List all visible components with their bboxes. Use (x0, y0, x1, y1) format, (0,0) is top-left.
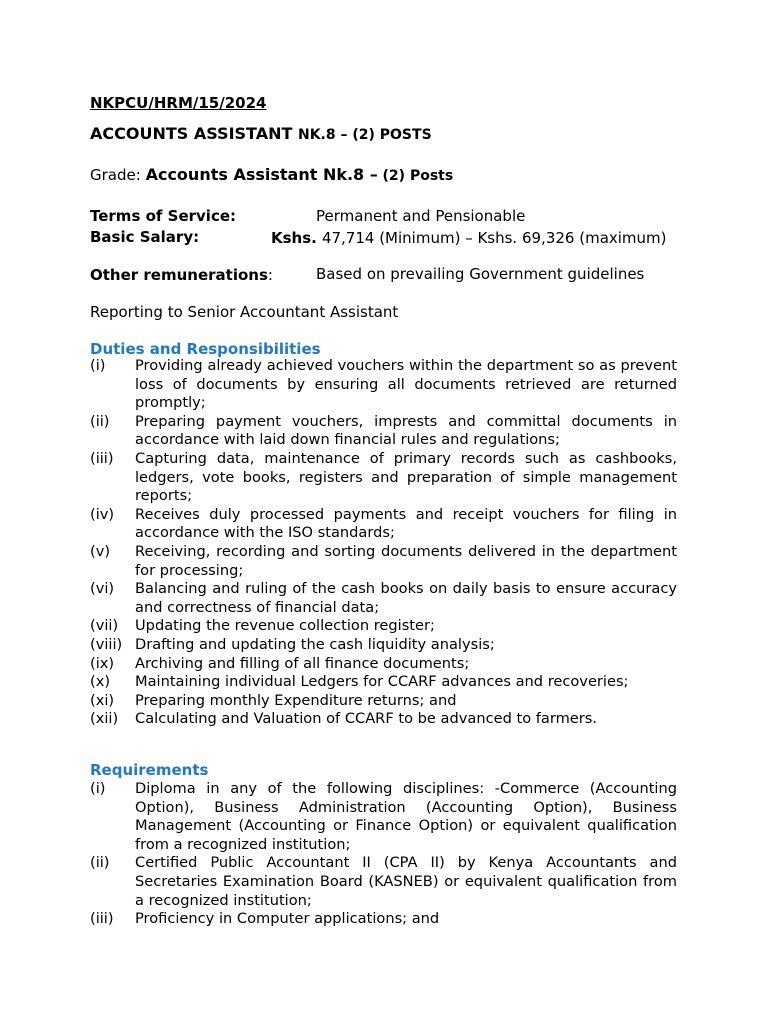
list-item-number: (v) (90, 542, 111, 560)
list-item (90, 580, 677, 617)
list-item-number: (vii) (90, 617, 119, 635)
remuneration-label-line (90, 265, 273, 284)
grade-label: Grade: (90, 166, 141, 184)
list-item (90, 636, 677, 655)
salary-value: 47,714 (Minimum) – Kshs. 69,326 (maximum) (321, 229, 667, 247)
list-item (90, 854, 677, 910)
list-item (90, 450, 677, 506)
list-item-number: (xii) (90, 710, 119, 728)
list-item-text: Providing already achieved vouchers within the department so as prevent loss of documents by ensuring all documents retrieved are returned promptly; (135, 357, 677, 412)
list-item-text: Calculating and Valuation of CCARF to be advanced to farmers. (135, 710, 598, 728)
duties-heading: Duties and Responsibilities (90, 340, 321, 358)
list-item-text: Proficiency in Computer applications; and (135, 910, 440, 928)
list-item-text: Balancing and ruling of the cash books on daily basis to ensure accuracy and correctness of financial data; (135, 580, 677, 616)
list-item-text: Receiving, recording and sorting documents delivered in the department for processing; (135, 542, 677, 579)
list-item (90, 692, 677, 711)
job-title (90, 124, 432, 143)
list-item (90, 413, 677, 450)
list-item-text: Updating the revenue collection register; (135, 617, 435, 635)
remuneration-value: Based on prevailing Government guidelines (316, 265, 645, 283)
list-item-number: (ix) (90, 654, 115, 672)
job-title-suffix: NK.8 – (2) POSTS (297, 127, 432, 143)
grade-line (90, 165, 453, 184)
list-item-number: (iii) (90, 910, 114, 928)
terms-value: Permanent and Pensionable (316, 207, 526, 225)
list-item (90, 617, 677, 636)
list-item-number: (iv) (90, 505, 115, 523)
salary-line (271, 228, 667, 247)
list-item-text: Preparing payment vouchers, imprests and committal documents in accordance with laid down financial rules and regulations; (135, 412, 677, 449)
list-item-text: Certified Public Accountant II (CPA II) by Kenya Accountants and Secretaries Examination Board (KASNEB) or equivalent qualification from a recognized institution; (135, 854, 677, 909)
terms-label: Terms of Service: (90, 207, 237, 225)
list-item-text: Archiving and filling of all finance documents; (135, 654, 470, 672)
list-item (90, 655, 677, 674)
list-item-text: Capturing data, maintenance of primary records such as cashbooks, ledgers, vote books, registers and preparation of simple management reports; (135, 449, 677, 505)
list-item (90, 780, 677, 854)
list-item (90, 710, 677, 729)
list-item-number: (ii) (90, 854, 110, 872)
requirements-heading: Requirements (90, 761, 209, 779)
list-item-number: (ii) (90, 412, 110, 430)
list-item (90, 910, 677, 929)
remuneration-label: Other remunerations (90, 266, 268, 284)
list-item (90, 357, 677, 413)
list-item-number: (viii) (90, 635, 123, 653)
list-item-number: (vi) (90, 580, 115, 598)
salary-currency: Kshs. (271, 229, 317, 247)
list-item-text: Maintaining individual Ledgers for CCARF advances and recoveries; (135, 673, 629, 691)
list-item-text: Drafting and updating the cash liquidity analysis; (135, 635, 495, 653)
duties-list (90, 357, 677, 729)
list-item-number: (x) (90, 673, 111, 691)
reference-number: NKPCU/HRM/15/2024 (90, 94, 267, 112)
salary-label: Basic Salary: (90, 228, 200, 246)
list-item-text: Diploma in any of the following disciplines: -Commerce (Accounting Option), Business Administration (Accounting Option), Business Management (Accounting or Finance Option) or equivalent qualification from a recognized institution; (135, 780, 677, 853)
list-item (90, 543, 677, 580)
list-item-number: (xi) (90, 691, 115, 709)
grade-suffix: (2) Posts (382, 168, 454, 184)
reporting-line: Reporting to Senior Accountant Assistant (90, 303, 399, 321)
job-title-main: ACCOUNTS ASSISTANT (90, 124, 293, 143)
list-item-text: Receives duly processed payments and receipt vouchers for filing in accordance with the ISO standards; (135, 505, 677, 542)
requirements-list (90, 780, 677, 929)
list-item-number: (iii) (90, 449, 114, 467)
list-item-text: Preparing monthly Expenditure returns; and (135, 691, 457, 709)
list-item (90, 506, 677, 543)
list-item-number: (i) (90, 357, 106, 374)
list-item (90, 673, 677, 692)
remuneration-colon: : (267, 266, 273, 284)
grade-main: Accounts Assistant Nk.8 – (145, 165, 378, 184)
list-item-number: (i) (90, 780, 106, 797)
